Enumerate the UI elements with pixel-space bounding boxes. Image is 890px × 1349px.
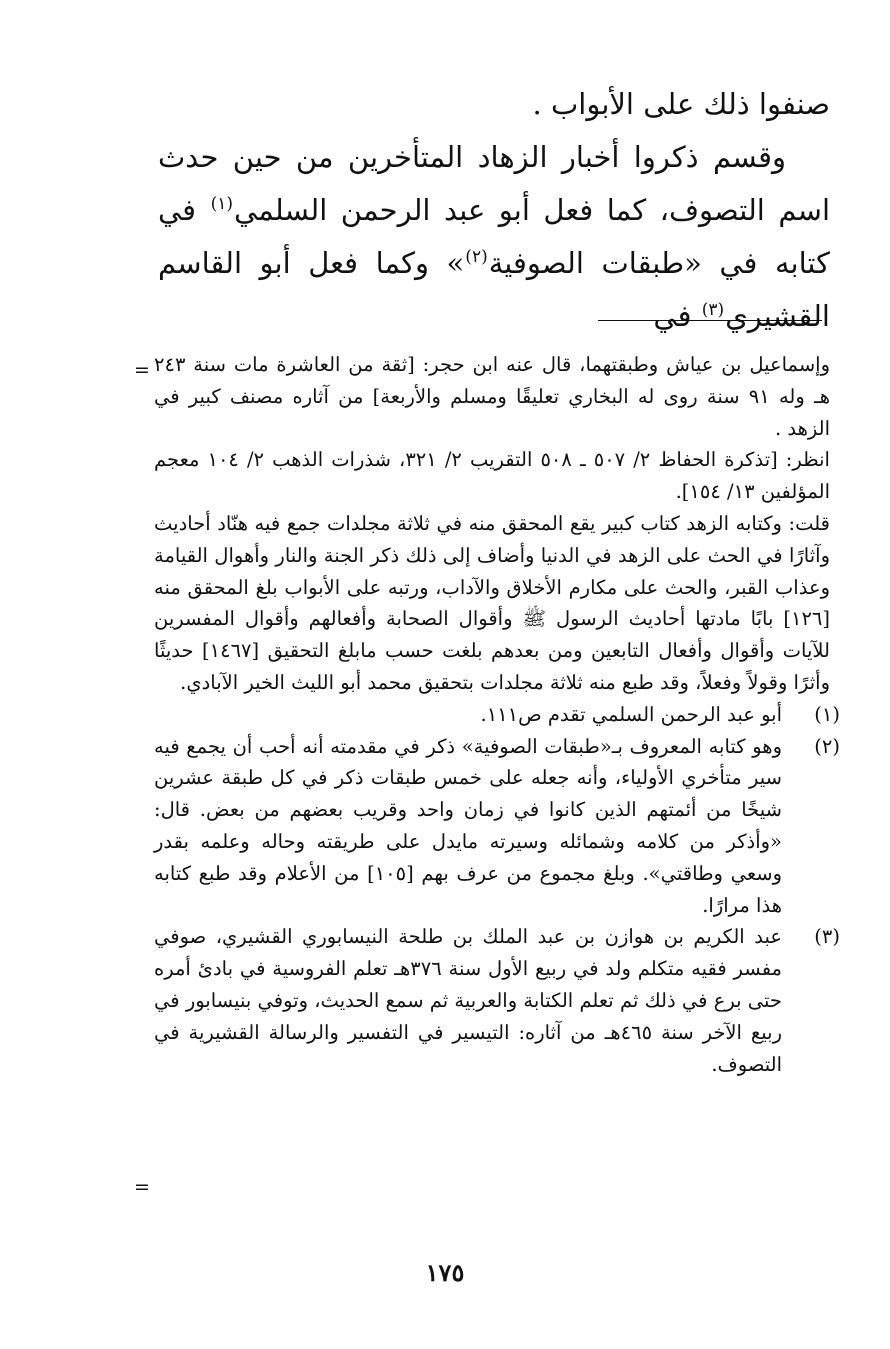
main-paragraph-text-1: وقسم ذكروا أخبار الزهاد المتأخرين من حين حدث اسم التصوف، كما فعل أبو عبد الرحمن السلمي [158, 140, 831, 227]
continuation-mark-bottom: = [134, 1176, 150, 1198]
main-paragraph [158, 131, 830, 343]
footnotes [154, 349, 840, 1080]
footnote-3-text: عبد الكريم بن هوازن بن عبد الملك بن طلحة النيسابوري القشيري، صوفي مفسر فقيه متكلم ولد في ربيع الأول سنة ٣٧٦هـ تعلم الفروسية في بادئ أمره حتى برع في ذلك ثم تعلم الكتابة والعربية ثم سمع الحديث، وتوفي بنيسابور في ربيع الآخر سنة ٤٦٥هـ من آثاره: التيسير في التفسير والرسالة القشيرية في التصوف. [154, 925, 783, 1076]
footnote-1-number: (١) [814, 702, 840, 726]
footnote-3-number: (٣) [814, 925, 840, 949]
footnote-continuation-3: قلت: وكتابه الزهد كتاب كبير يقع المحقق منه في ثلاثة مجلدات جمع فيه هنّاد أحاديث وآثارًا في الحث على الزهد في الدنيا وأضاف إلى ذلك ذكر الجنة والنار وأهوال القيامة وعذاب القبر، والحث على مكارم الأخلاق والآداب، ورتبه على الأبواب بلغ المحقق منه [١٢٦] بابًا مادتها أحاديث الرسول ﷺ وأقوال الصحابة وأفعالهم وأقوال المفسرين للآيات وأقوال وأفعال التابعين ومن بعدهم بلغت حسب مابلغ التحقيق [١٤٦٧] حديثًا وأثرًا وقولاً وفعلاً، وقد طبع منه ثلاثة مجلدات بتحقيق محمد أبو الليث الخير الآبادي. [154, 511, 830, 694]
footnote-2-text: وهو كتابه المعروف بـ«طبقات الصوفية» ذكر في مقدمته أنه أحب أن يجمع فيه سير متأخري الأولياء، وأنه جعله على خمس طبقات ذكر في كل طبقة عشرين شيخًا من أئمتهم الذين كانوا في زمان واحد وقريب بعضهم من بعض. قال: «وأذكر من كلامه وشمائله وسيرته مايدل على طريقته وحاله وعلمه بقدر وسعي وطاقتي». وبلغ مجموع من عرف بهم [١٠٥] من الأعلام وقد طبع كتابه هذا مرارًا. [154, 734, 782, 917]
footnote-1 [154, 699, 840, 731]
continuation-mark-top: = [134, 359, 150, 381]
footnote-3 [154, 921, 840, 1080]
main-line-1: صنفوا ذلك على الأبواب . [532, 87, 830, 121]
footnote-continuation-1: وإسماعيل بن عياش وطبقتهما، قال عنه ابن حجر: [ثقة من العاشرة مات سنة ٢٤٣ هـ وله ٩١ سنة روى له البخاري تعليقًا ومسلم والأربعة] من آثاره مصنف كبير في الزهد . [154, 353, 830, 440]
main-paragraph-text-4: في [653, 299, 701, 333]
footnote-continuation-2: انظر: [تذكرة الحفاظ ٢/ ٥٠٧ ـ ٥٠٨ التقريب ٢/ ٣٢١، شذرات الذهب ٢/ ١٠٤ معجم المؤلفين ١٣/ ١٥٤]. [154, 448, 830, 504]
footnote-ref-1[interactable]: (١) [210, 194, 233, 215]
page-number: ١٧٥ [425, 1258, 465, 1287]
footnote-separator [598, 320, 822, 321]
footnote-1-text: أبو عبد الرحمن السلمي تقدم ص١١١. [480, 702, 782, 726]
main-paragraph-text-2: في كتابه في «طبقات الصوفية [158, 193, 830, 280]
footnote-ref-2[interactable]: (٢) [465, 247, 488, 268]
footnote-ref-3[interactable]: (٣) [701, 300, 725, 321]
main-text [158, 78, 830, 343]
footnote-2 [154, 731, 840, 922]
footnote-2-number: (٢) [814, 734, 840, 758]
main-paragraph-text-3: » وكما فعل أبو القاسم القشيري [158, 246, 830, 333]
